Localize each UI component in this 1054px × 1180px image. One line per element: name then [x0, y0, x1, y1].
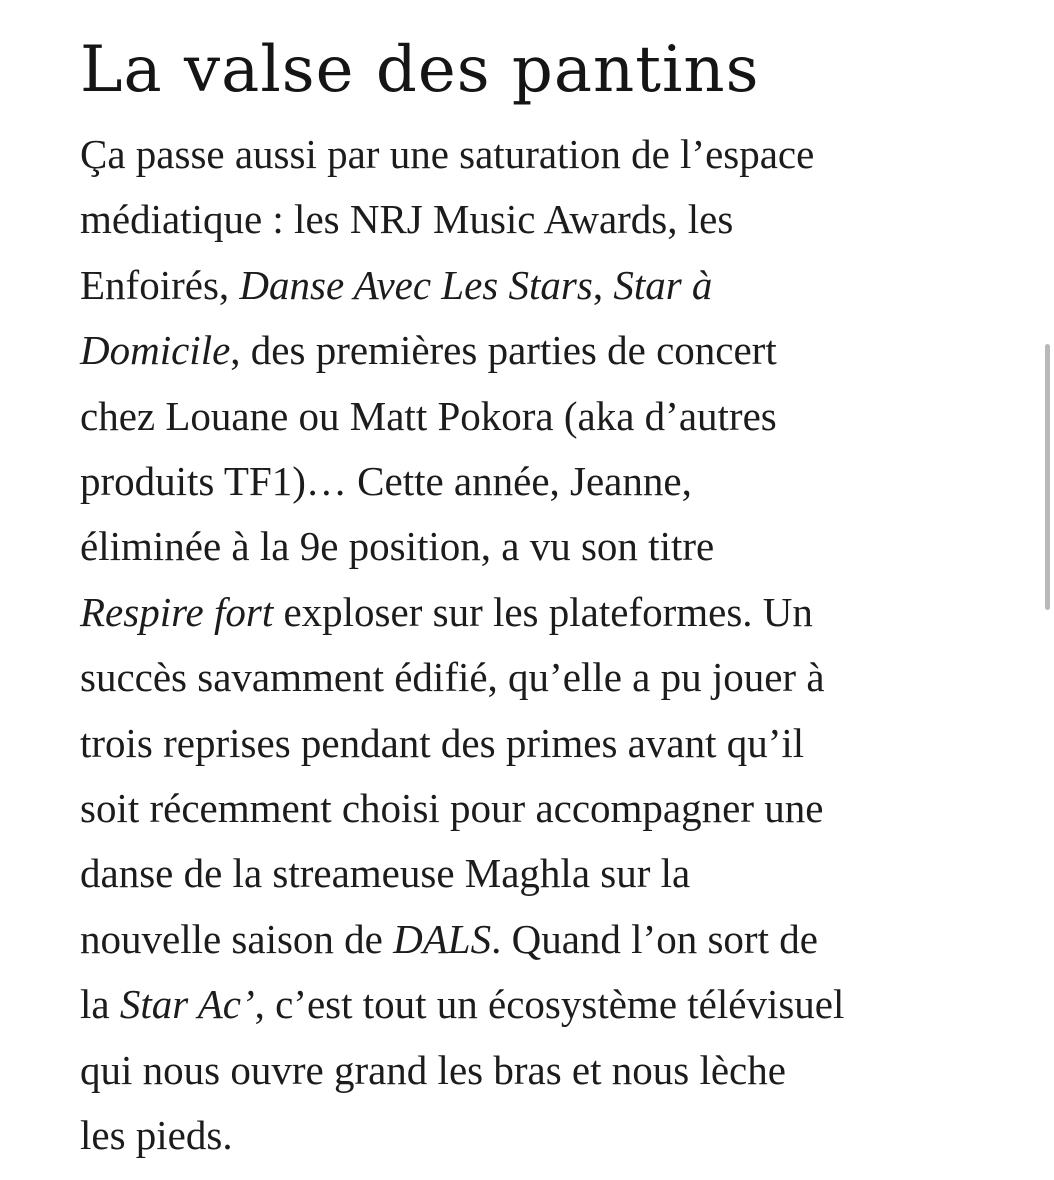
text-line	[80, 972, 1020, 1037]
text-segment: médiatique : les NRJ Music Awards, les	[80, 196, 734, 243]
text-line	[80, 449, 1020, 514]
text-line	[80, 122, 1020, 187]
text-line	[80, 776, 1020, 841]
article	[80, 18, 1020, 1169]
italic-title-text: Domicile	[80, 327, 231, 374]
text-line	[80, 384, 1020, 449]
text-segment: succès savamment édifié, qu’elle a pu jouer à	[80, 654, 825, 701]
text-segment: . Quand l’on sort de	[491, 915, 818, 962]
text-segment: la	[80, 981, 120, 1028]
text-line	[80, 580, 1020, 645]
article-title: La valse des pantins	[80, 33, 760, 107]
text-segment: , c’est tout un écosystème télévisuel	[254, 981, 845, 1028]
text-line	[80, 514, 1020, 579]
text-segment: les pieds.	[80, 1112, 233, 1159]
scrollbar-thumb[interactable]	[1045, 344, 1050, 610]
text-segment: danse de la streameuse Maghla sur la	[80, 850, 691, 897]
text-segment: trois reprises pendant des primes avant qu’il	[80, 719, 805, 766]
text-line	[80, 841, 1020, 906]
text-line	[80, 253, 1020, 318]
italic-title-text: DALS	[393, 915, 492, 962]
text-line	[80, 187, 1020, 252]
text-segment: chez Louane ou Matt Pokora (aka d’autres	[80, 392, 777, 439]
italic-title-text: Star Ac’	[119, 981, 255, 1028]
text-segment: Enfoirés,	[80, 261, 240, 308]
italic-title-text: Star à	[613, 261, 713, 308]
text-line	[80, 1103, 1020, 1168]
text-segment: soit récemment choisi pour accompagner une	[80, 785, 824, 832]
italic-title-text: Respire fort	[80, 588, 274, 635]
text-segment: éliminée à la 9e position, a vu son titre	[80, 523, 715, 570]
text-line	[80, 711, 1020, 776]
text-segment: exploser sur les plateformes. Un	[273, 588, 813, 635]
text-segment: Ça passe aussi par une saturation de l’espace	[80, 131, 815, 177]
text-line	[80, 907, 1020, 972]
article-paragraph	[80, 122, 1020, 1169]
text-line	[80, 645, 1020, 710]
text-line	[80, 318, 1020, 383]
text-segment: produits TF1)… Cette année, Jeanne,	[80, 458, 692, 505]
text-segment: nouvelle saison de	[80, 915, 394, 962]
italic-title-text: Danse Avec Les Stars	[239, 261, 593, 308]
text-line	[80, 1038, 1020, 1103]
text-segment: qui nous ouvre grand les bras et nous lèche	[80, 1046, 786, 1093]
text-segment: , des premières parties de concert	[230, 327, 777, 374]
text-segment: ,	[592, 261, 614, 308]
